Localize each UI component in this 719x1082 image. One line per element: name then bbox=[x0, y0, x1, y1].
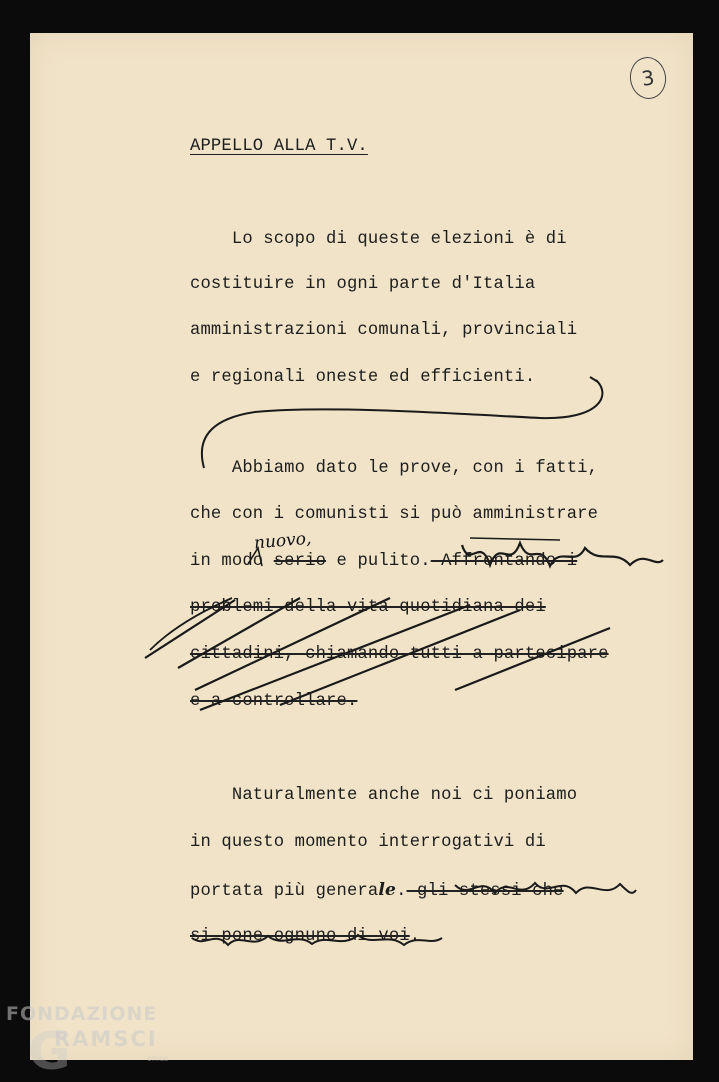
paragraph1-line2: costituire in ogni parte d'Italia bbox=[190, 275, 536, 294]
struck-tail: Affrontando i bbox=[430, 552, 578, 571]
watermark-g-letter: G bbox=[28, 1022, 71, 1082]
watermark-line2: RAMSCI bbox=[54, 1027, 158, 1051]
document-title: APPELLO ALLA T.V. bbox=[190, 137, 368, 156]
line3-dot: . bbox=[396, 882, 407, 901]
paragraph1-line3: amministrazioni comunali, provinciali bbox=[190, 321, 578, 340]
paragraph2-line3 bbox=[190, 552, 577, 572]
struck-word-serio: serio bbox=[273, 552, 327, 571]
paragraph2-line1: Abbiamo dato le prove, con i fatti, bbox=[190, 459, 599, 478]
paragraph3-line1: Naturalmente anche noi ci poniamo bbox=[190, 786, 578, 805]
struck-line4: problemi della vita quotidiana dei bbox=[190, 598, 546, 617]
struck-gli-stessi: gli stessi che bbox=[406, 882, 564, 901]
paragraph2-line2: che con i comunisti si può amministrare bbox=[190, 505, 599, 524]
handwritten-insert-nuovo: nuovo, bbox=[253, 528, 313, 554]
watermark-logo bbox=[6, 1003, 158, 1051]
paragraph1-line4: e regionali oneste ed efficienti. bbox=[190, 368, 536, 387]
watermark-line1: FONDAZIONE bbox=[6, 1003, 158, 1025]
paragraph3-line2: in questo momento interrogativi di bbox=[190, 833, 546, 852]
paragraph3-line3 bbox=[190, 880, 564, 902]
handwritten-le: le bbox=[378, 880, 397, 900]
line4-end: . bbox=[409, 927, 421, 946]
struck-line5: cittadini, chiamando tutti a partecipare bbox=[190, 645, 609, 664]
line3-start: in modo bbox=[190, 552, 264, 571]
line3-start: portata più genera bbox=[190, 882, 379, 901]
paragraph3-line4 bbox=[190, 927, 420, 947]
document-page bbox=[30, 33, 693, 1060]
line3-end: e pulito. bbox=[326, 552, 431, 571]
watermark-sub: onlus bbox=[147, 1054, 169, 1063]
struck-line6: e a controllare. bbox=[190, 692, 358, 711]
page-number: 3 bbox=[627, 55, 668, 102]
paragraph1-line1: Lo scopo di queste elezioni è di bbox=[190, 230, 567, 249]
struck-si-pone: si pone ognuno di voi bbox=[190, 927, 410, 946]
